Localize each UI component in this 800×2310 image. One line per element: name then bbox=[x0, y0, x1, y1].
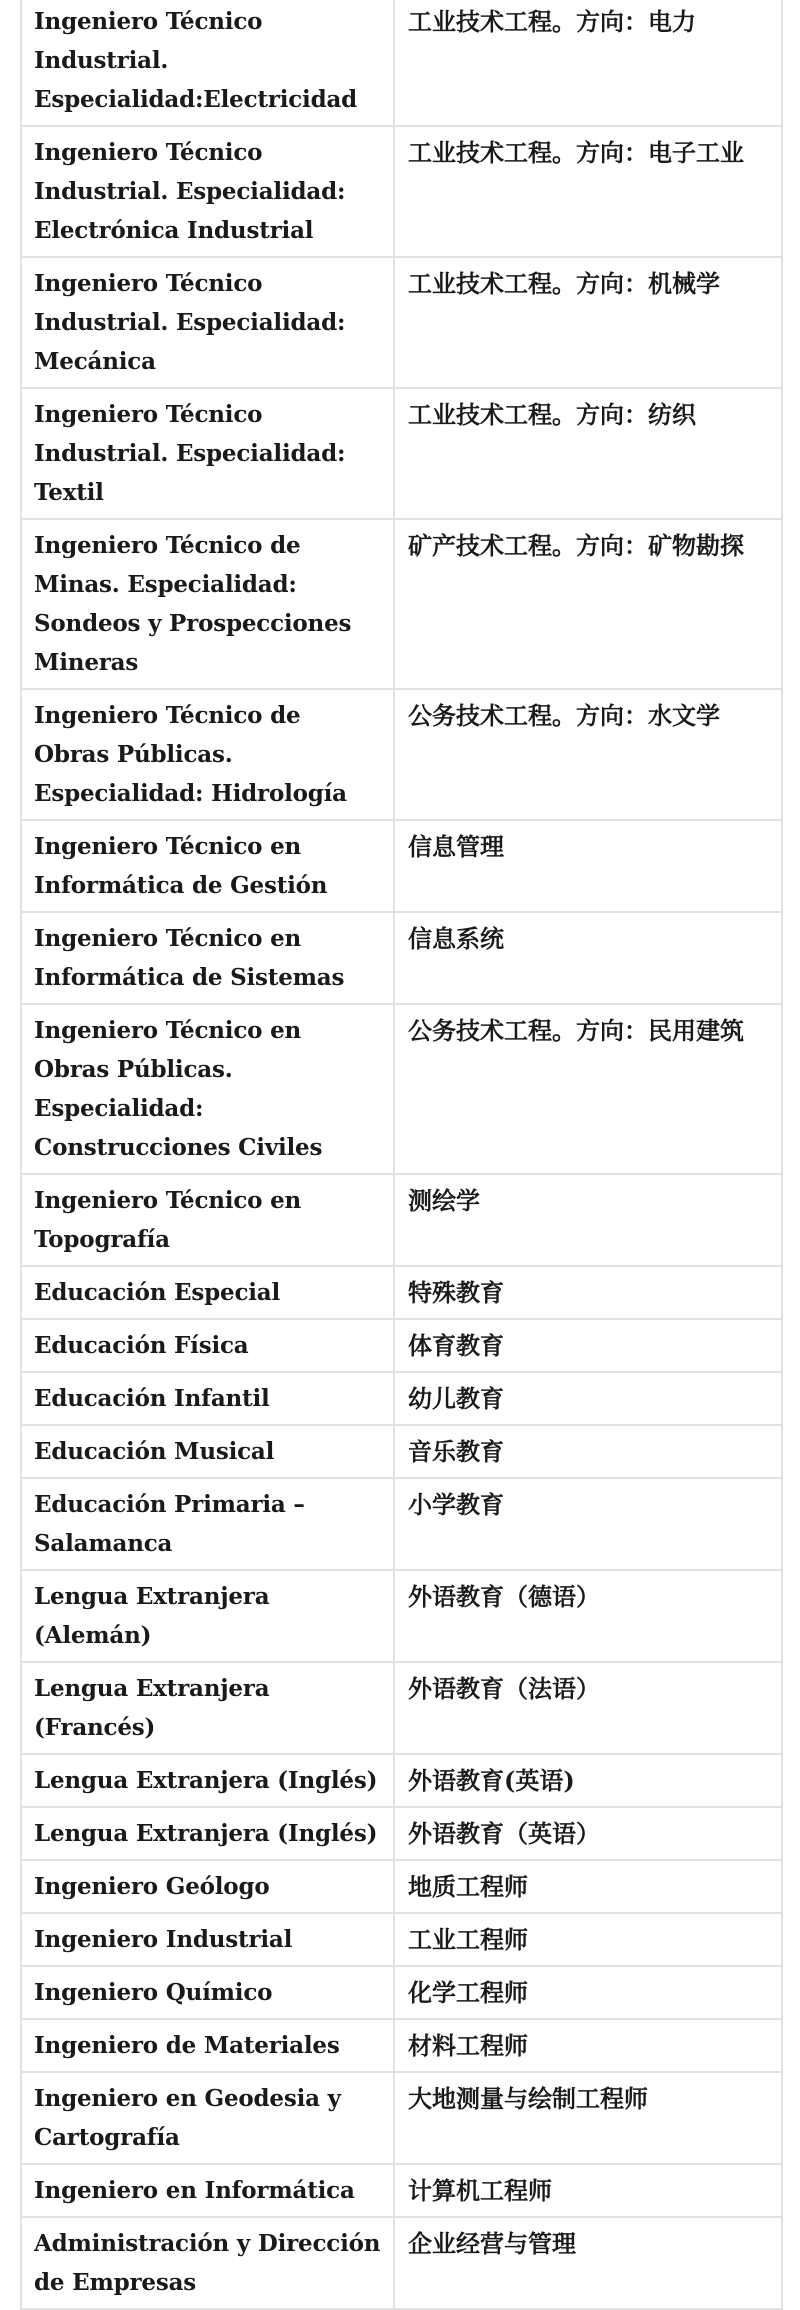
chinese-degree-cell: 信息系统 bbox=[394, 912, 782, 1004]
spanish-degree-cell: Lengua Extranjera (Alemán) bbox=[21, 1570, 394, 1662]
spanish-degree-cell: Educación Física bbox=[21, 1319, 394, 1372]
chinese-degree-cell: 外语教育（德语） bbox=[394, 1570, 782, 1662]
spanish-degree-cell: Ingeniero Industrial bbox=[21, 1913, 394, 1966]
degree-table bbox=[20, 0, 783, 2310]
chinese-degree-cell: 地质工程师 bbox=[394, 1860, 782, 1913]
table-row bbox=[21, 1425, 782, 1478]
table-row bbox=[21, 2019, 782, 2072]
table-row bbox=[21, 820, 782, 912]
spanish-degree-cell: Lengua Extranjera (Inglés) bbox=[21, 1807, 394, 1860]
spanish-degree-cell: Ingeniero Técnico de Minas. Especialidad: Sondeos y Prospecciones Mineras bbox=[21, 519, 394, 689]
spanish-degree-cell: Ingeniero en Geodesia y Cartografía bbox=[21, 2072, 394, 2164]
table-row bbox=[21, 1966, 782, 2019]
spanish-degree-cell: Ingeniero Técnico Industrial. Especialidad: Mecánica bbox=[21, 257, 394, 388]
table-row bbox=[21, 912, 782, 1004]
table-row bbox=[21, 2164, 782, 2217]
table-row bbox=[21, 1372, 782, 1425]
spanish-degree-cell: Educación Especial bbox=[21, 1266, 394, 1319]
chinese-degree-cell: 工业工程师 bbox=[394, 1913, 782, 1966]
table-row bbox=[21, 257, 782, 388]
chinese-degree-cell: 企业经营与管理 bbox=[394, 2217, 782, 2309]
chinese-degree-cell: 特殊教育 bbox=[394, 1266, 782, 1319]
spanish-degree-cell: Ingeniero en Informática bbox=[21, 2164, 394, 2217]
spanish-degree-cell: Ingeniero Técnico Industrial. Especialidad: Textil bbox=[21, 388, 394, 519]
chinese-degree-cell: 化学工程师 bbox=[394, 1966, 782, 2019]
table-row bbox=[21, 1807, 782, 1860]
chinese-degree-cell: 小学教育 bbox=[394, 1478, 782, 1570]
spanish-degree-cell: Educación Infantil bbox=[21, 1372, 394, 1425]
spanish-degree-cell: Lengua Extranjera (Francés) bbox=[21, 1662, 394, 1754]
spanish-degree-cell: Ingeniero Geólogo bbox=[21, 1860, 394, 1913]
spanish-degree-cell: Ingeniero Técnico Industrial. Especialidad:Electricidad bbox=[21, 0, 394, 126]
table-row bbox=[21, 519, 782, 689]
table-row bbox=[21, 1662, 782, 1754]
spanish-degree-cell: Educación Musical bbox=[21, 1425, 394, 1478]
table-row bbox=[21, 388, 782, 519]
table-row bbox=[21, 126, 782, 257]
chinese-degree-cell: 音乐教育 bbox=[394, 1425, 782, 1478]
spanish-degree-cell: Ingeniero de Materiales bbox=[21, 2019, 394, 2072]
table-row bbox=[21, 1004, 782, 1174]
table-row bbox=[21, 1570, 782, 1662]
table-row bbox=[21, 689, 782, 820]
spanish-degree-cell: Educación Primaria – Salamanca bbox=[21, 1478, 394, 1570]
chinese-degree-cell: 公务技术工程。方向：水文学 bbox=[394, 689, 782, 820]
spanish-degree-cell: Ingeniero Técnico de Obras Públicas. Especialidad: Hidrología bbox=[21, 689, 394, 820]
chinese-degree-cell: 大地测量与绘制工程师 bbox=[394, 2072, 782, 2164]
chinese-degree-cell: 外语教育(英语) bbox=[394, 1754, 782, 1807]
table-row bbox=[21, 0, 782, 126]
spanish-degree-cell: Ingeniero Técnico en Obras Públicas. Especialidad: Construcciones Civiles bbox=[21, 1004, 394, 1174]
chinese-degree-cell: 外语教育（法语） bbox=[394, 1662, 782, 1754]
table-row bbox=[21, 1319, 782, 1372]
chinese-degree-cell: 矿产技术工程。方向：矿物勘探 bbox=[394, 519, 782, 689]
table-row bbox=[21, 1754, 782, 1807]
table-row bbox=[21, 2072, 782, 2164]
table-row bbox=[21, 1266, 782, 1319]
table-row bbox=[21, 1860, 782, 1913]
degree-table-container bbox=[20, 0, 781, 2310]
chinese-degree-cell: 体育教育 bbox=[394, 1319, 782, 1372]
table-row bbox=[21, 1478, 782, 1570]
table-row bbox=[21, 1913, 782, 1966]
chinese-degree-cell: 信息管理 bbox=[394, 820, 782, 912]
spanish-degree-cell: Administración y Dirección de Empresas bbox=[21, 2217, 394, 2309]
chinese-degree-cell: 材料工程师 bbox=[394, 2019, 782, 2072]
chinese-degree-cell: 工业技术工程。方向：电子工业 bbox=[394, 126, 782, 257]
chinese-degree-cell: 公务技术工程。方向：民用建筑 bbox=[394, 1004, 782, 1174]
chinese-degree-cell: 工业技术工程。方向：机械学 bbox=[394, 257, 782, 388]
chinese-degree-cell: 外语教育（英语） bbox=[394, 1807, 782, 1860]
spanish-degree-cell: Ingeniero Técnico en Topografía bbox=[21, 1174, 394, 1266]
chinese-degree-cell: 工业技术工程。方向：纺织 bbox=[394, 388, 782, 519]
table-row bbox=[21, 2217, 782, 2309]
spanish-degree-cell: Ingeniero Técnico en Informática de Sistemas bbox=[21, 912, 394, 1004]
chinese-degree-cell: 幼儿教育 bbox=[394, 1372, 782, 1425]
table-row bbox=[21, 1174, 782, 1266]
spanish-degree-cell: Ingeniero Técnico Industrial. Especialidad: Electrónica Industrial bbox=[21, 126, 394, 257]
chinese-degree-cell: 计算机工程师 bbox=[394, 2164, 782, 2217]
chinese-degree-cell: 测绘学 bbox=[394, 1174, 782, 1266]
spanish-degree-cell: Lengua Extranjera (Inglés) bbox=[21, 1754, 394, 1807]
spanish-degree-cell: Ingeniero Técnico en Informática de Gestión bbox=[21, 820, 394, 912]
chinese-degree-cell: 工业技术工程。方向：电力 bbox=[394, 0, 782, 126]
spanish-degree-cell: Ingeniero Químico bbox=[21, 1966, 394, 2019]
